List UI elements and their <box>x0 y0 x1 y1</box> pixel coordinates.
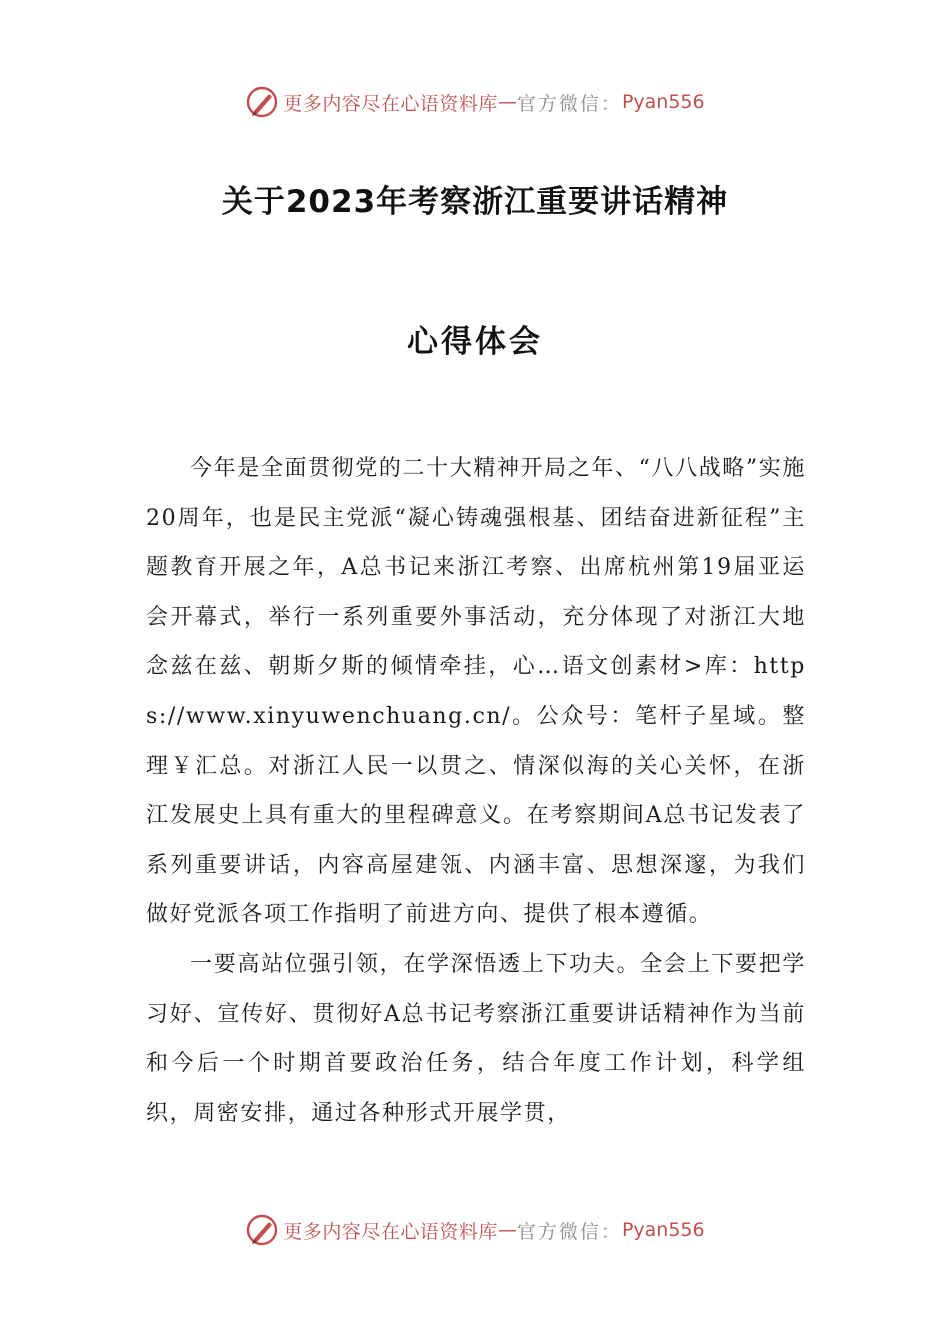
document-body <box>146 444 806 1138</box>
body-paragraph-2: 一要高站位强引领，在学深悟透上下功夫。全会上下要把学习好、宣传好、贯彻好A总书记考察浙江重要讲话精神作为当前和今后一个时期首要政治任务，结合年度工作计划，科学组织，周密安排，通过各种形式开展学贯， <box>146 951 806 1126</box>
pen-circle-logo-icon <box>245 85 279 119</box>
banner-promo-text: 更多内容尽在心语资料库 <box>283 1220 498 1243</box>
banner-wechat-id: Pyan556 <box>621 91 705 113</box>
header-banner <box>0 84 950 120</box>
document-title-line2: 心得体会 <box>407 324 543 360</box>
document-title-line1: 关于2023年考察浙江重要讲话精神 <box>221 184 729 220</box>
banner-wechat-label: 官方微信： <box>516 92 622 115</box>
banner-promo-text: 更多内容尽在心语资料库 <box>283 92 498 115</box>
banner-dash: — <box>497 1219 517 1241</box>
body-paragraph-1: 今年是全面贯彻党的二十大精神开局之年、“八八战略”实施20周年，也是民主党派“凝心铸魂强根基、团结奋进新征程”主题教育开展之年，A总书记来浙江考察、出席杭州第19届亚运会开幕式，举行一系列重要外事活动，充分体现了对浙江大地念兹在兹、朝斯夕斯的倾情牵挂，心…语文创素材>库：https://www.xinyuwenchuang.cn/。公众号：笔杆子星域。整理￥汇总。对浙江人民一以贯之、情深似海的关心关怀，在浙江发展史上具有重大的里程碑意义。在考察期间A总书记发表了系列重要讲话，内容高屋建瓴、内涵丰富、思想深邃，为我们做好党派各项工作指明了前进方向、提供了根本遵循。 <box>146 456 806 928</box>
banner-wechat-id: Pyan556 <box>621 1219 705 1241</box>
banner-wechat-label: 官方微信： <box>516 1220 622 1243</box>
pen-circle-logo-icon <box>245 1213 279 1247</box>
footer-banner <box>0 1212 950 1248</box>
banner-dash: — <box>497 91 517 113</box>
